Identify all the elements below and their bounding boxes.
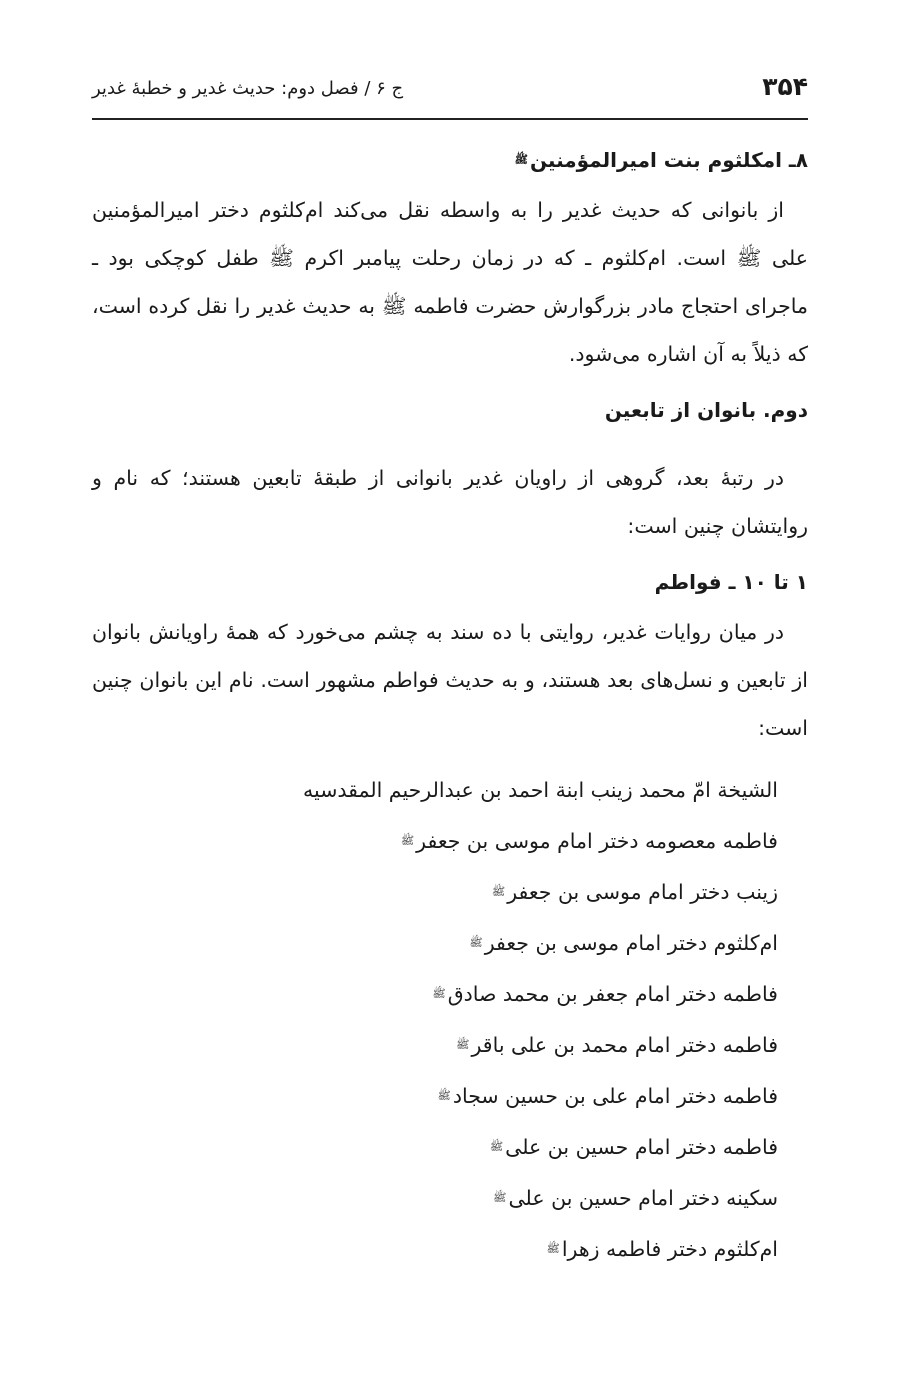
honorific-mark: ﷺ	[546, 1242, 560, 1255]
honorific-mark: ﷺ	[469, 936, 483, 949]
paragraph-umm-kulthum	[92, 186, 808, 378]
paragraph-fawatim	[92, 608, 808, 752]
honorific-mark: ﷺ	[491, 885, 506, 898]
honorific-mark: ﷺ	[400, 834, 415, 847]
list-item	[92, 968, 778, 1019]
narrator-name: فاطمه دختر امام حسین بن علی	[505, 1135, 778, 1159]
book-page	[92, 0, 808, 1390]
paragraph-text: در میان روایات غدیر، روایتی با ده سند به چشم می‌خورد که همۀ راویانش بانوان از تابعین و نسل‌های بعد هستند، و به حدیث فواطم مشهور است. نام این بانوان چنین است:	[92, 620, 808, 740]
section-heading-umm-kulthum	[92, 148, 808, 172]
section-heading-text: ۸ـ امکلثوم بنت امیرالمؤمنین	[529, 148, 808, 172]
page-header	[92, 70, 808, 120]
honorific-mark: ﷺ	[437, 1089, 451, 1102]
narrator-name: زینب دختر امام موسی بن جعفر	[507, 880, 778, 904]
running-title: ج ۶ / فصل دوم: حدیث غدیر و خطبۀ غدیر	[92, 78, 404, 99]
page-number: ۳۵۴	[762, 72, 808, 101]
paragraph-text: در رتبۀ بعد، گروهی از راویان غدیر بانوانی از طبقۀ تابعین هستند؛ که نام و روایتشان چنین است:	[92, 466, 808, 538]
list-item	[92, 1121, 778, 1172]
narrators-list	[92, 764, 778, 1274]
list-item	[92, 1070, 778, 1121]
narrator-name: فاطمه معصومه دختر امام موسی بن جعفر	[416, 829, 778, 853]
list-item	[92, 917, 778, 968]
narrator-name: فاطمه دختر امام محمد بن علی باقر	[471, 1033, 778, 1057]
section-heading-tabi-in-women: دوم. بانوان از تابعین	[604, 398, 808, 422]
narrator-name: فاطمه دختر امام جعفر بن محمد صادق	[447, 982, 778, 1006]
narrator-name: فاطمه دختر امام علی بن حسین سجاد	[452, 1084, 778, 1108]
paragraph-text: از بانوانی که حدیث غدیر را به واسطه نقل می‌کند ام‌کلثوم دختر امیرالمؤمنین علی ﷺ است. ام‌کلثوم ـ که در زمان رحلت پیامبر اکرم ﷺ طفل کوچکی بود ـ ماجرای احتجاج مادر بزرگوارش حضرت فاطمه ﷺ به حدیث غدیر را نقل کرده است، که ذیلاً به آن اشاره می‌شود.	[92, 198, 808, 366]
honorific-mark: ﷺ	[493, 1191, 507, 1204]
list-item	[92, 815, 778, 866]
narrator-name: الشیخة امّ محمد زینب ابنة احمد بن عبدالرحیم المقدسیه	[303, 778, 778, 802]
list-item	[92, 1223, 778, 1274]
narrator-name: ام‌کلثوم دختر فاطمه زهرا	[561, 1237, 778, 1261]
section-heading-fawatim: ۱ تا ۱۰ ـ فواطم	[654, 570, 808, 594]
list-item	[92, 764, 778, 815]
list-item	[92, 1019, 778, 1070]
paragraph-tabi-in-intro	[92, 454, 808, 550]
narrator-name: سکینه دختر امام حسین بن علی	[508, 1186, 778, 1210]
honorific-mark: ﷺ	[514, 153, 528, 166]
honorific-mark: ﷺ	[489, 1140, 504, 1153]
list-item	[92, 1172, 778, 1223]
honorific-mark: ﷺ	[456, 1038, 470, 1051]
narrator-name: ام‌کلثوم دختر امام موسی بن جعفر	[484, 931, 778, 955]
honorific-mark: ﷺ	[432, 987, 446, 1000]
list-item	[92, 866, 778, 917]
